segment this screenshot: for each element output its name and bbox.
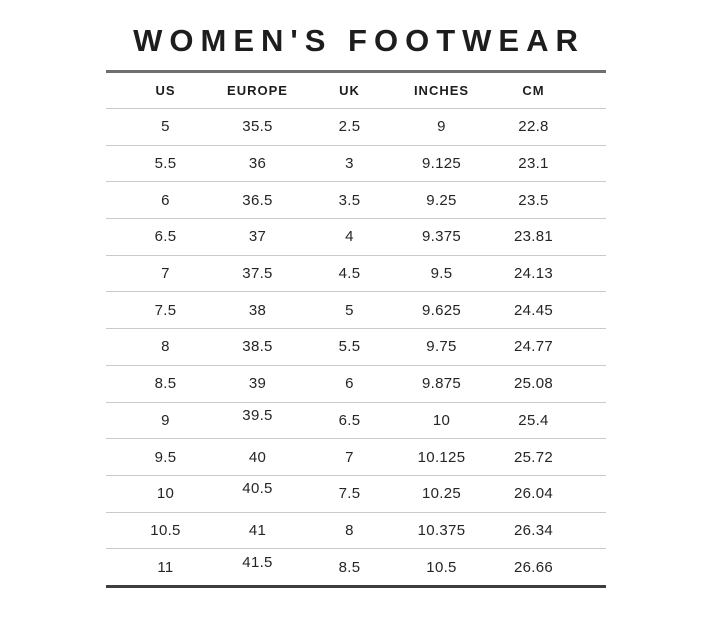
table-cell: 9.125	[421, 155, 462, 173]
table-cell: 26.04	[513, 485, 554, 503]
table-cell: 6	[161, 191, 170, 209]
table-cell: 25.08	[513, 375, 554, 393]
table-row	[106, 476, 606, 513]
page-title: WOMEN'S FOOTWEAR	[133, 23, 585, 58]
table-cell: 39	[248, 375, 267, 393]
table-cell: 40	[248, 448, 267, 466]
table-cell: 9.375	[421, 228, 462, 246]
table-row	[106, 146, 606, 183]
table-cell: 5	[345, 301, 354, 319]
table-cell: 8.5	[154, 375, 177, 393]
column-header: UK	[339, 83, 360, 98]
table-cell: 6.5	[154, 228, 177, 246]
table-cell: 22.8	[518, 118, 549, 136]
table-cell: 23.5	[518, 191, 549, 209]
table-row	[106, 182, 606, 219]
table-header-row	[106, 73, 606, 109]
table-cell: 5	[161, 118, 170, 136]
table-cell: 38	[248, 301, 267, 319]
table-cell: 36.5	[242, 191, 273, 209]
table-cell: 7.5	[338, 485, 361, 503]
table-cell: 9.75	[426, 338, 457, 356]
table-row	[106, 549, 606, 585]
table-cell: 10.5	[150, 521, 181, 539]
table-cell: 3.5	[338, 191, 361, 209]
table-cell: 2.5	[338, 118, 361, 136]
column-header: CM	[522, 83, 545, 98]
table-cell: 8	[345, 521, 354, 539]
table-cell: 40.5	[242, 480, 273, 498]
table-cell: 35.5	[242, 118, 273, 136]
table-cell: 41	[248, 521, 267, 539]
table-body	[106, 109, 606, 585]
table-cell: 37.5	[242, 265, 273, 283]
table-cell: 10	[432, 411, 451, 429]
size-table	[106, 70, 606, 588]
table-cell: 39.5	[242, 406, 273, 424]
table-row	[106, 292, 606, 329]
table-cell: 9	[437, 118, 446, 136]
table-cell: 26.66	[513, 558, 554, 576]
column-header: US	[155, 83, 176, 98]
table-cell: 9.25	[426, 191, 457, 209]
table-row	[106, 256, 606, 293]
table-row	[106, 219, 606, 256]
table-cell: 23.81	[513, 228, 554, 246]
table-cell: 10.375	[417, 521, 466, 539]
table-cell: 9.625	[421, 301, 462, 319]
table-cell: 8.5	[338, 558, 361, 576]
table-cell: 8	[161, 338, 170, 356]
table-cell: 38.5	[242, 338, 273, 356]
table-row	[106, 366, 606, 403]
table-cell: 10.25	[421, 485, 462, 503]
table-cell: 24.45	[513, 301, 554, 319]
table-cell: 9.5	[154, 448, 177, 466]
table-row	[106, 513, 606, 550]
column-header: INCHES	[413, 83, 470, 98]
table-cell: 3	[345, 155, 354, 173]
table-cell: 25.4	[518, 411, 549, 429]
table-cell: 7	[345, 448, 354, 466]
table-cell: 5.5	[154, 155, 177, 173]
table-cell: 4.5	[338, 265, 361, 283]
table-row	[106, 439, 606, 476]
table-cell: 10.5	[426, 558, 457, 576]
table-row	[106, 329, 606, 366]
table-cell: 9	[161, 411, 170, 429]
table-cell: 5.5	[338, 338, 361, 356]
table-cell: 7.5	[154, 301, 177, 319]
table-cell: 9.875	[421, 375, 462, 393]
table-cell: 41.5	[242, 553, 273, 571]
table-cell: 11	[157, 558, 174, 576]
table-cell: 24.77	[513, 338, 554, 356]
table-cell: 7	[161, 265, 170, 283]
table-cell: 10.125	[417, 448, 466, 466]
column-header: EUROPE	[227, 83, 288, 98]
table-cell: 36	[248, 155, 267, 173]
table-cell: 37	[248, 228, 267, 246]
table-cell: 26.34	[513, 521, 554, 539]
table-row	[106, 403, 606, 440]
table-cell: 6	[345, 375, 354, 393]
table-cell: 4	[345, 228, 354, 246]
table-cell: 23.1	[518, 155, 549, 173]
table-cell: 10	[156, 485, 175, 503]
table-cell: 24.13	[513, 265, 554, 283]
table-cell: 9.5	[430, 265, 453, 283]
table-row	[106, 109, 606, 146]
table-cell: 6.5	[338, 411, 361, 429]
size-chart-page	[106, 0, 606, 588]
table-cell: 25.72	[513, 448, 554, 466]
